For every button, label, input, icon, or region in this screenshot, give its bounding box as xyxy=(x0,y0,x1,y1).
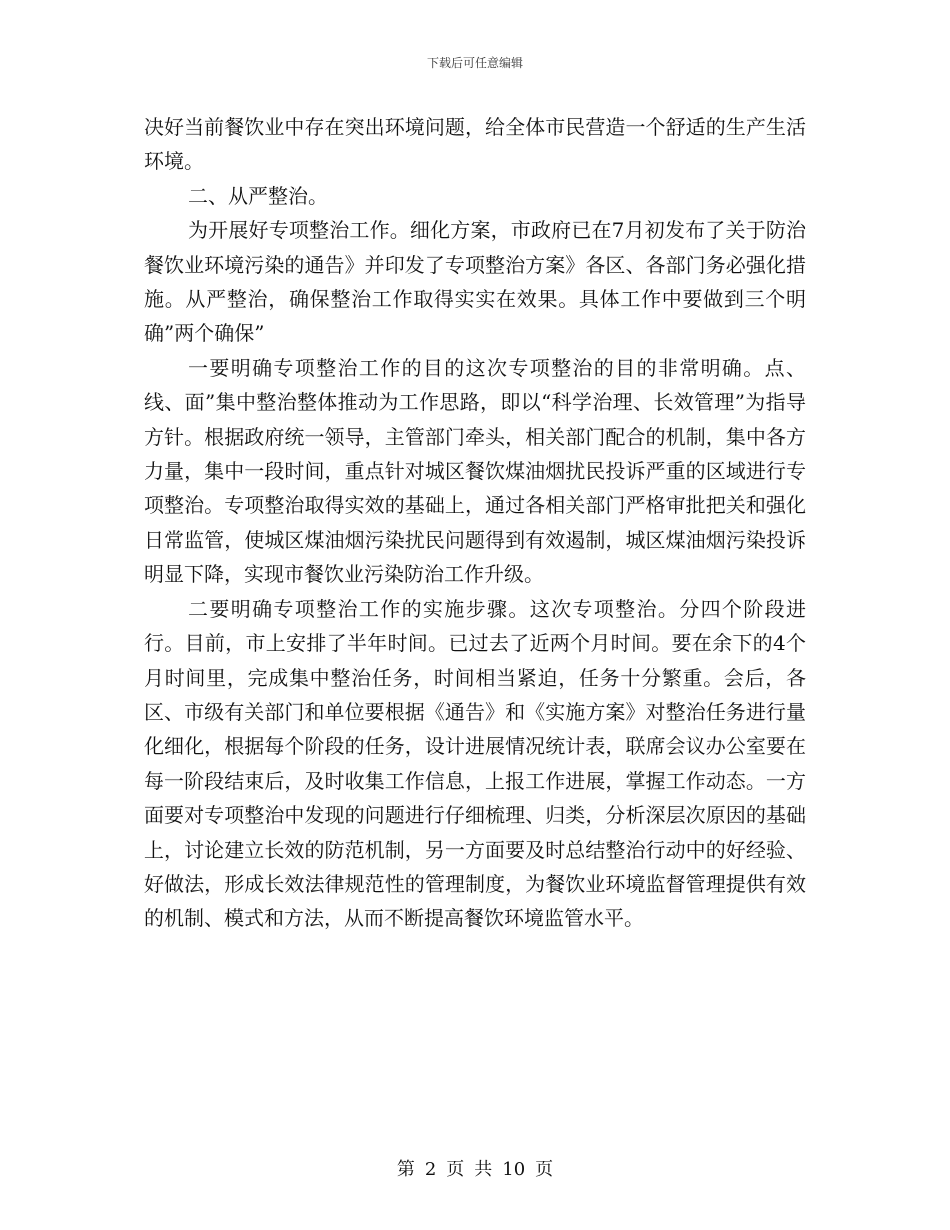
footer-page-word: 页 xyxy=(446,1159,465,1180)
footer-current-page: 2 xyxy=(424,1159,437,1180)
paragraph: 二要明确专项整治工作的实施步骤。这次专项整治。分四个阶段进行。目前，市上安排了半年时间。已过去了近两个月时间。要在余下的4个月时间里，完成集中整治任务，时间相当紧迫，任务十分繁重。会后，各区、市级有关部门和单位要根据《通告》和《实施方案》对整治任务进行量化细化，根据每个阶段的任务，设计进展情况统计表，联席会议办公室要在每一阶段结束后，及时收集工作信息，上报工作进展，掌握工作动态。一方面要对专项整治中发现的问题进行仔细梳理、归类，分析深层次原因的基础上，讨论建立长效的防范机制，另一方面要及时总结整治行动中的好经验、好做法，形成长效法律规范性的管理制度，为餐饮业环境监督管理提供有效的机制、模式和方法，从而不断提高餐饮环境监管水平。 xyxy=(144,596,806,931)
footer-total-word: 共 xyxy=(474,1159,493,1180)
paragraph: 为开展好专项整治工作。细化方案，市政府已在7月初发布了关于防治餐饮业环境污染的通告》并印发了专项整治方案》各区、各部门务必强化措施。从严整治，确保整治工作取得实实在效果。具体工作中要做到三个明确”两个确保” xyxy=(144,218,806,346)
paragraph: 一要明确专项整治工作的目的这次专项整治的目的非常明确。点、线、面”集中整治整体推动为工作思路，即以“科学治理、长效管理”为指导方针。根据政府统一领导，主管部门牵头，相关部门配合的机制，集中各方力量，集中一段时间，重点针对城区餐饮煤油烟扰民投诉严重的区域进行专项整治。专项整治取得实效的基础上，通过各相关部门严格审批把关和强化日常监管，使城区煤油烟污染扰民问题得到有效遏制，城区煤油烟污染投诉明显下降，实现市餐饮业污染防治工作升级。 xyxy=(144,355,806,587)
footer-suffix: 页 xyxy=(535,1159,554,1180)
page-header: 下载后可任意编辑 xyxy=(426,56,523,70)
document-body xyxy=(144,110,806,936)
footer-prefix: 第 xyxy=(396,1159,415,1180)
paragraph-continuation: 决好当前餐饮业中存在突出环境问题，给全体市民营造一个舒适的生产生活环境。 xyxy=(144,115,806,174)
footer-total-pages: 10 xyxy=(502,1159,526,1180)
section-heading: 二、从严整治。 xyxy=(188,183,328,208)
page-footer xyxy=(0,1155,950,1181)
